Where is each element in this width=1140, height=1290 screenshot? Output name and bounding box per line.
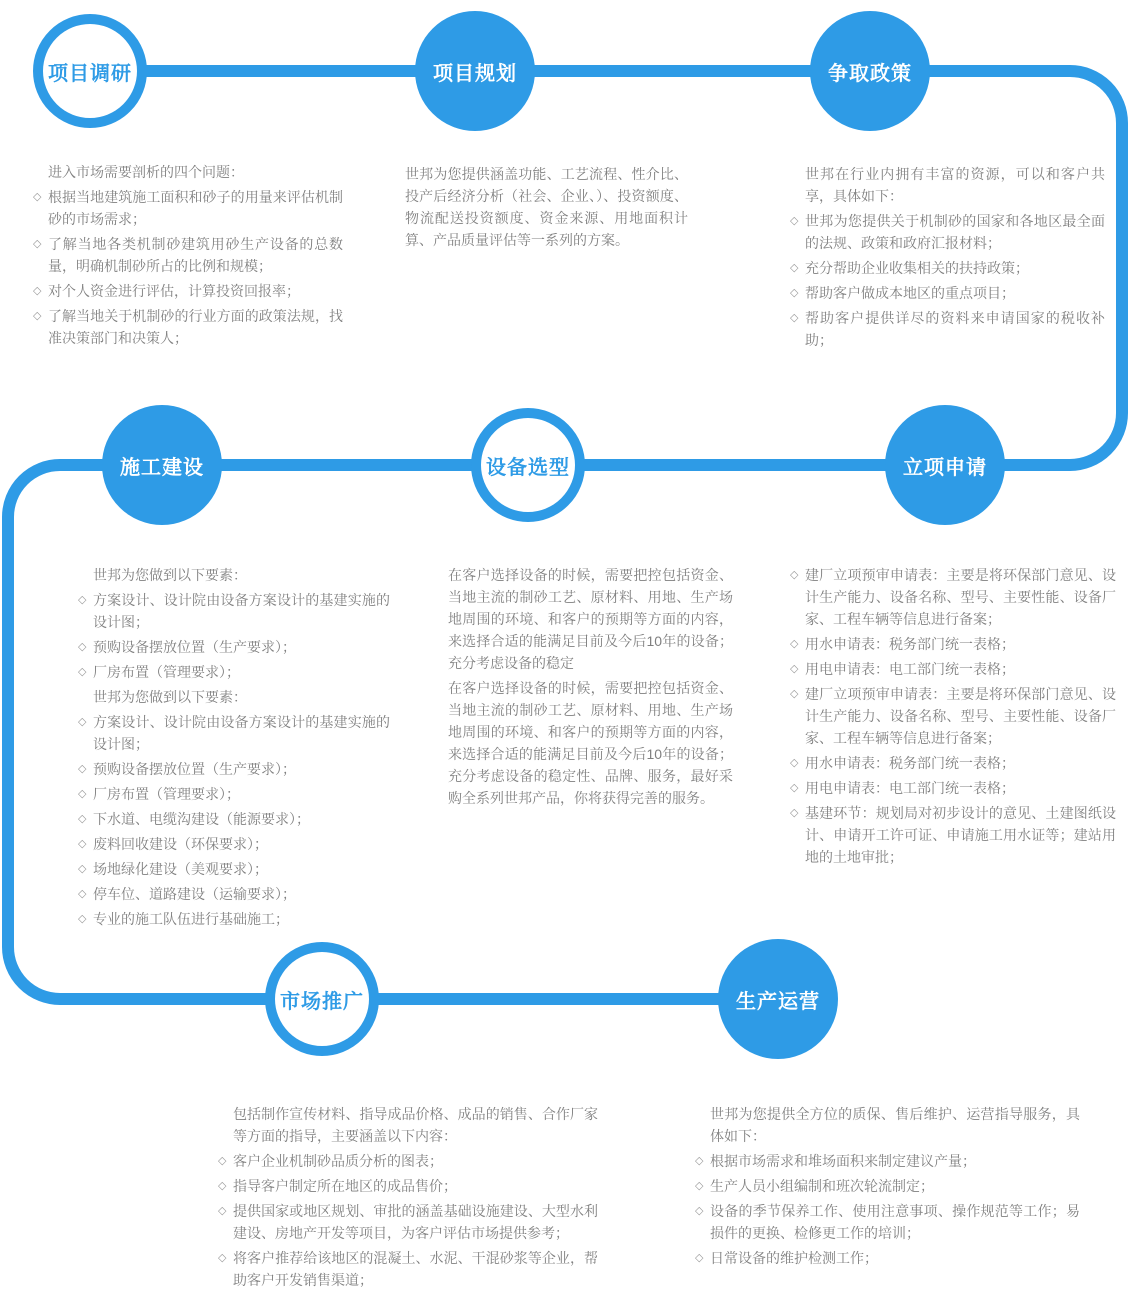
diamond-bullet-icon: ◇ (695, 1205, 704, 1217)
row-text: 在客户选择设备的时候，需要把控包括资金、当地主流的制砂工艺、原材料、用地、生产场地周围的环境、和客户的预期等方面的内容，来选择合适的能满足目前及今后10年的设备；充分考虑设备的稳定 (448, 567, 733, 671)
node-policy-support: 争取政策 (810, 11, 930, 131)
block-marketing (218, 1103, 598, 1290)
row-text: 对个人资金进行评估，计算投资回报率； (48, 283, 300, 299)
node-project-planning: 项目规划 (415, 11, 535, 131)
row-text: 预购设备摆放位置（生产要求）； (93, 639, 296, 655)
bullet-item (790, 564, 1116, 630)
row-text: 包括制作宣传材料、指导成品价格、成品的销售、合作厂家等方面的指导，主要涵盖以下内容： (233, 1106, 598, 1144)
row-text: 根据当地建筑施工面积和砂子的用量来评估机制砂的市场需求； (48, 189, 343, 227)
row-text: 厂房布置（管理要求）； (93, 786, 240, 802)
bullet-item (218, 1200, 598, 1244)
bullet-item (790, 802, 1116, 868)
bullet-item (78, 783, 390, 805)
bullet-item (695, 1247, 1080, 1269)
diamond-bullet-icon: ◇ (78, 813, 87, 825)
diamond-bullet-icon: ◇ (695, 1252, 704, 1264)
bullet-item (695, 1175, 1080, 1197)
diamond-bullet-icon: ◇ (218, 1155, 227, 1167)
bullet-item (790, 210, 1105, 254)
bullet-item (78, 758, 390, 780)
block-paragraph (78, 564, 390, 586)
row-text: 进入市场需要剖析的四个问题： (48, 164, 244, 180)
diamond-bullet-icon: ◇ (33, 191, 42, 203)
diamond-bullet-icon: ◇ (695, 1180, 704, 1192)
diamond-bullet-icon: ◇ (790, 782, 799, 794)
bullet-item (218, 1150, 598, 1172)
row-text: 世邦为您做到以下要素： (93, 567, 247, 583)
block-equipment-selection (433, 564, 733, 809)
diamond-bullet-icon: ◇ (78, 666, 87, 678)
bullet-item (790, 257, 1105, 279)
row-text: 日常设备的维护检测工作； (710, 1250, 878, 1266)
diamond-bullet-icon: ◇ (78, 763, 87, 775)
block-production-operation (695, 1103, 1080, 1269)
row-text: 帮助客户做成本地区的重点项目； (805, 285, 1015, 301)
bullet-item (78, 589, 390, 633)
diamond-bullet-icon: ◇ (790, 569, 799, 581)
row-text: 将客户推荐给该地区的混凝土、水泥、干混砂浆等企业，帮助客户开发销售渠道； (233, 1250, 598, 1288)
bullet-item (33, 233, 343, 277)
diamond-bullet-icon: ◇ (78, 641, 87, 653)
block-paragraph (433, 564, 733, 674)
row-text: 提供国家或地区规划、审批的涵盖基础设施建设、大型水利建设、房地产开发等项目，为客户评估市场提供参考； (233, 1203, 598, 1241)
diamond-bullet-icon: ◇ (790, 688, 799, 700)
row-text: 世邦为您做到以下要素： (93, 689, 247, 705)
diamond-bullet-icon: ◇ (790, 638, 799, 650)
node-marketing: 市场推广 (265, 942, 379, 1056)
bullet-item (78, 661, 390, 683)
block-paragraph (790, 163, 1105, 207)
bullet-item (218, 1247, 598, 1290)
row-text: 专业的施工队伍进行基础施工； (93, 911, 289, 927)
bullet-item (790, 307, 1105, 351)
diamond-bullet-icon: ◇ (78, 913, 87, 925)
block-project-research (33, 161, 343, 349)
bullet-item (695, 1200, 1080, 1244)
row-text: 了解当地关于机制砂的行业方面的政策法规，找准决策部门和决策人； (48, 308, 343, 346)
diamond-bullet-icon: ◇ (790, 262, 799, 274)
row-text: 世邦为您提供全方位的质保、售后维护、运营指导服务，具体如下： (710, 1106, 1080, 1144)
bullet-item (790, 777, 1116, 799)
diamond-bullet-icon: ◇ (33, 285, 42, 297)
bullet-item (78, 833, 390, 855)
bullet-item (695, 1150, 1080, 1172)
row-text: 生产人员小组编制和班次轮流制定； (710, 1178, 934, 1194)
row-text: 下水道、电缆沟建设（能源要求）； (93, 811, 310, 827)
block-paragraph (218, 1103, 598, 1147)
row-text: 用水申请表：税务部门统一表格； (805, 755, 1015, 771)
row-text: 基建环节：规划局对初步设计的意见、土建图纸设计、申请开工许可证、申请施工用水证等；建站用地的土地审批； (805, 805, 1116, 865)
row-text: 充分帮助企业收集相关的扶持政策； (805, 260, 1029, 276)
bullet-item (78, 711, 390, 755)
block-paragraph (78, 686, 390, 708)
diamond-bullet-icon: ◇ (78, 888, 87, 900)
block-paragraph (695, 1103, 1080, 1147)
row-text: 了解当地各类机制砂建筑用砂生产设备的总数量，明确机制砂所占的比例和规模； (48, 236, 343, 274)
diamond-bullet-icon: ◇ (78, 863, 87, 875)
row-text: 场地绿化建设（美观要求）； (93, 861, 268, 877)
bullet-item (218, 1175, 598, 1197)
bullet-item (33, 280, 343, 302)
row-text: 在客户选择设备的时候，需要把控包括资金、当地主流的制砂工艺、原材料、用地、生产场地周围的环境、和客户的预期等方面的内容，来选择合适的能满足目前及今后10年的设备；充分考虑设备的稳定性、品牌、服务，最好采购全系列世邦产品，你将获得完善的服务。 (448, 680, 733, 806)
diamond-bullet-icon: ◇ (790, 663, 799, 675)
row-text: 方案设计、设计院由设备方案设计的基建实施的设计图； (93, 714, 390, 752)
diamond-bullet-icon: ◇ (33, 310, 42, 322)
bullet-item (78, 808, 390, 830)
bullet-item (33, 186, 343, 230)
bullet-item (78, 636, 390, 658)
block-paragraph (33, 161, 343, 183)
row-text: 世邦为您提供涵盖功能、工艺流程、性介比、投产后经济分析（社会、企业、）、投资额度、物流配送投资额度、资金来源、用地面积计算、产品质量评估等一系列的方案。 (405, 166, 688, 248)
diamond-bullet-icon: ◇ (790, 757, 799, 769)
bullet-item (78, 908, 390, 930)
bullet-item (790, 633, 1116, 655)
bullet-item (78, 858, 390, 880)
node-construction: 施工建设 (102, 405, 222, 525)
diamond-bullet-icon: ◇ (78, 838, 87, 850)
diamond-bullet-icon: ◇ (790, 807, 799, 819)
row-text: 客户企业机制砂品质分析的图表； (233, 1153, 443, 1169)
row-text: 废料回收建设（环保要求）； (93, 836, 268, 852)
row-text: 停车位、道路建设（运输要求）； (93, 886, 296, 902)
node-equipment-selection: 设备选型 (471, 408, 585, 522)
block-paragraph (390, 163, 688, 251)
row-text: 世邦在行业内拥有丰富的资源，可以和客户共享，具体如下： (805, 166, 1105, 204)
row-text: 建厂立项预审申请表：主要是将环保部门意见、设计生产能力、设备名称、型号、主要性能、设备厂家、工程车辆等信息进行备案； (805, 686, 1116, 746)
diamond-bullet-icon: ◇ (695, 1155, 704, 1167)
diamond-bullet-icon: ◇ (218, 1205, 227, 1217)
diamond-bullet-icon: ◇ (790, 312, 799, 324)
block-policy-support (790, 163, 1105, 351)
bullet-item (790, 282, 1105, 304)
diamond-bullet-icon: ◇ (33, 238, 42, 250)
node-production-operation: 生产运营 (718, 939, 838, 1059)
row-text: 方案设计、设计院由设备方案设计的基建实施的设计图； (93, 592, 390, 630)
diamond-bullet-icon: ◇ (218, 1180, 227, 1192)
row-text: 设备的季节保养工作、使用注意事项、操作规范等工作；易损件的更换、检修更工作的培训； (710, 1203, 1080, 1241)
diamond-bullet-icon: ◇ (790, 215, 799, 227)
row-text: 预购设备摆放位置（生产要求）； (93, 761, 296, 777)
row-text: 用电申请表：电工部门统一表格； (805, 780, 1015, 796)
row-text: 建厂立项预审申请表：主要是将环保部门意见、设计生产能力、设备名称、型号、主要性能、设备厂家、工程车辆等信息进行备案； (805, 567, 1116, 627)
block-paragraph (433, 677, 733, 809)
row-text: 厂房布置（管理要求）； (93, 664, 240, 680)
row-text: 指导客户制定所在地区的成品售价； (233, 1178, 457, 1194)
bullet-item (790, 683, 1116, 749)
diamond-bullet-icon: ◇ (78, 788, 87, 800)
node-project-application: 立项申请 (885, 405, 1005, 525)
diamond-bullet-icon: ◇ (790, 287, 799, 299)
diamond-bullet-icon: ◇ (218, 1252, 227, 1264)
block-project-application (790, 564, 1116, 868)
row-text: 根据市场需求和堆场面积来制定建议产量； (710, 1153, 976, 1169)
row-text: 帮助客户提供详尽的资料来申请国家的税收补助； (805, 310, 1105, 348)
node-project-research: 项目调研 (33, 14, 147, 128)
bullet-item (33, 305, 343, 349)
bullet-item (790, 658, 1116, 680)
row-text: 用电申请表：电工部门统一表格； (805, 661, 1015, 677)
block-project-planning (390, 163, 688, 251)
diamond-bullet-icon: ◇ (78, 594, 87, 606)
bullet-item (790, 752, 1116, 774)
row-text: 世邦为您提供关于机制砂的国家和各地区最全面的法规、政策和政府汇报材料； (805, 213, 1105, 251)
row-text: 用水申请表：税务部门统一表格； (805, 636, 1015, 652)
bullet-item (78, 883, 390, 905)
diamond-bullet-icon: ◇ (78, 716, 87, 728)
block-construction (78, 564, 390, 930)
